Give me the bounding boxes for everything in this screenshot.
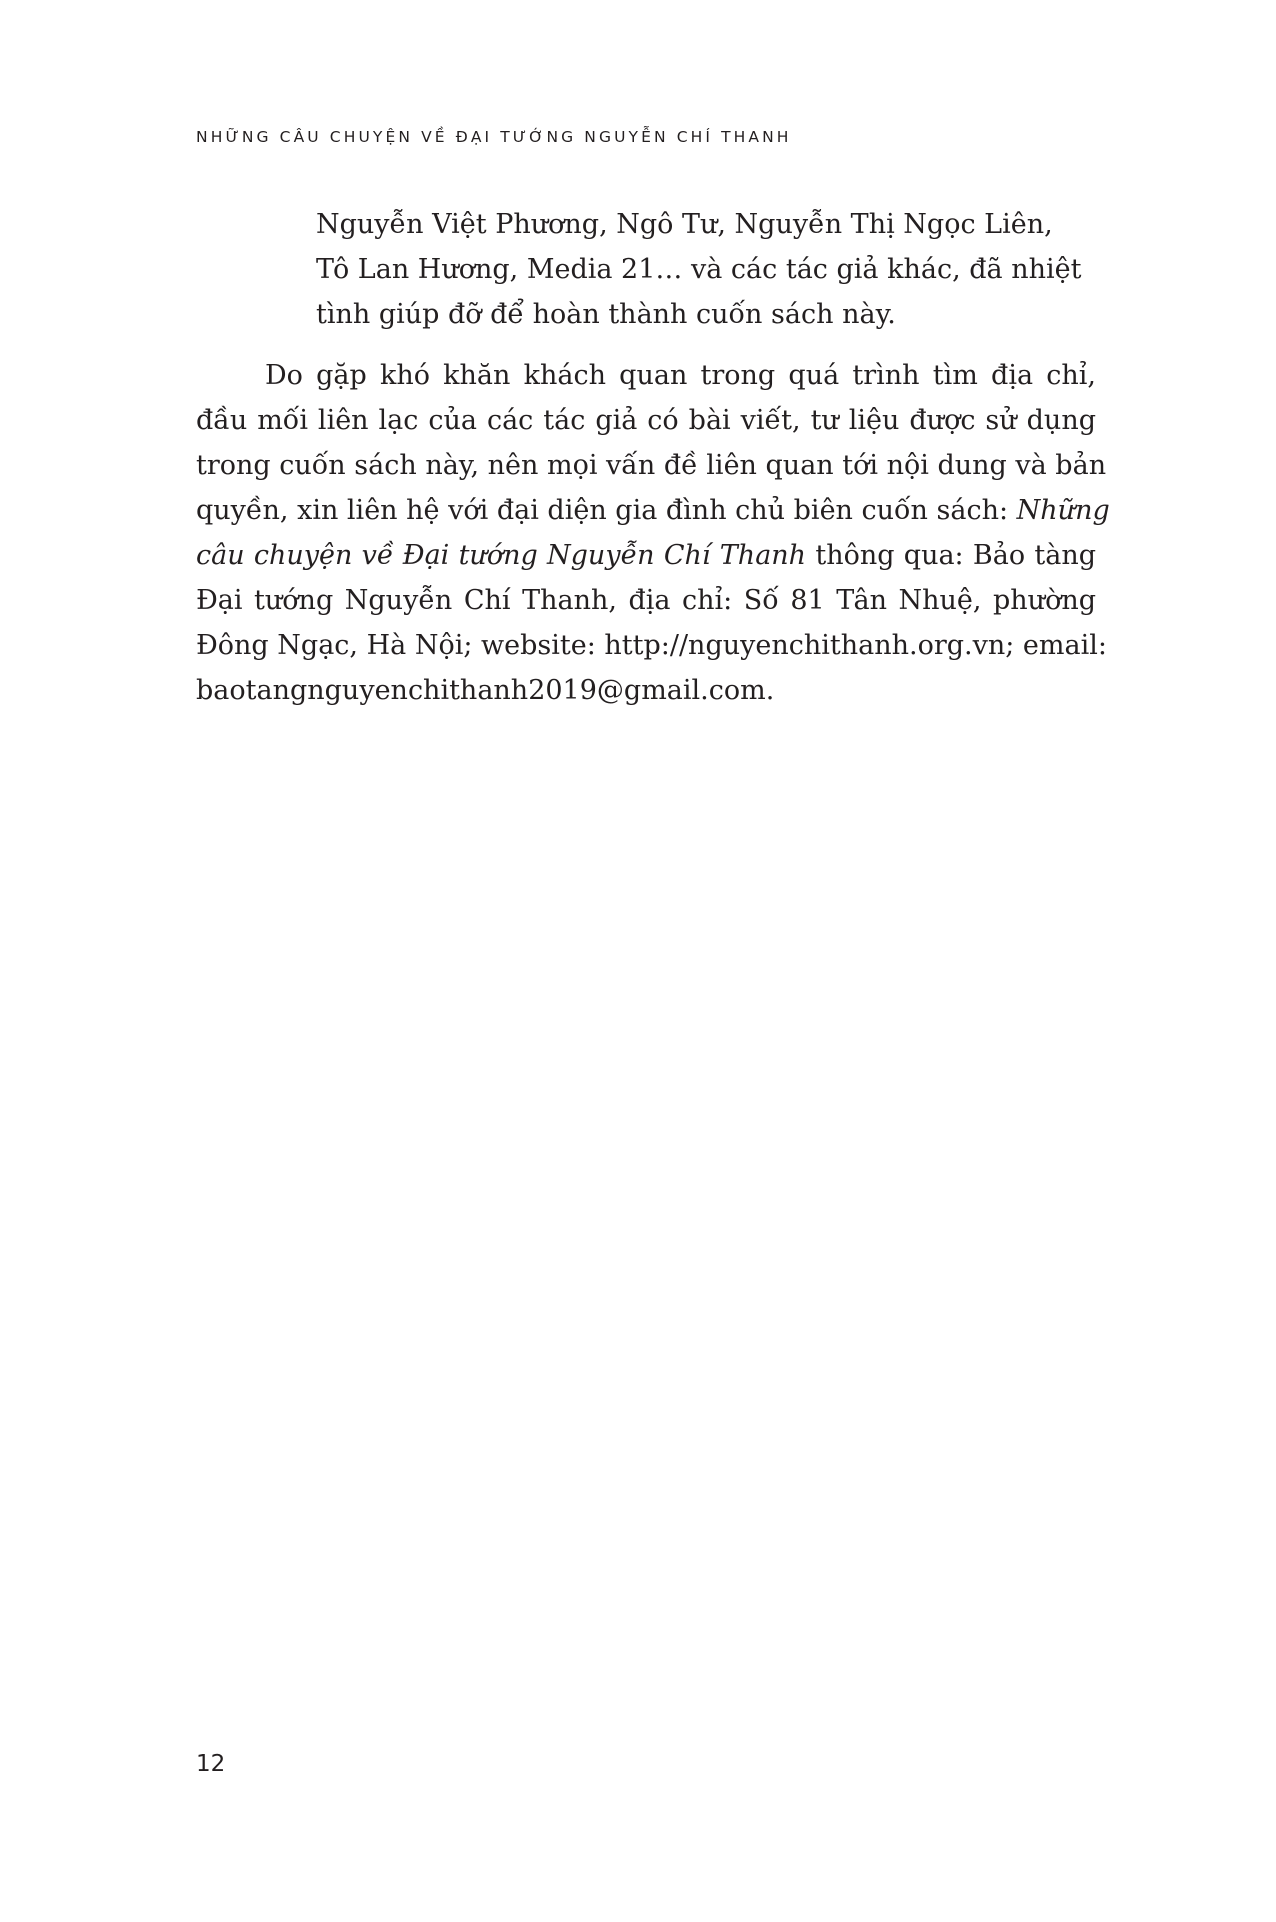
paragraph-text: thông qua: Bảo tàng [806,540,1096,571]
paragraph-line: Đông Ngạc, Hà Nội; website: http://nguyenchithanh.org.vn; email: [196,630,1107,661]
paragraph-line [196,533,1096,578]
book-title-italic: Những [1016,495,1110,526]
paragraph-line: baotangnguyenchithanh2019@gmail.com. [196,675,775,706]
paragraph-line: Do gặp khó khăn khách quan trong quá trình tìm địa chỉ, [265,360,1096,391]
page-number: 12 [196,1751,226,1777]
paragraph-line: trong cuốn sách này, nên mọi vấn đề liên quan tới nội dung và bản [196,450,1107,481]
acknowledgement-block [316,202,1096,337]
acknowledgement-line: tình giúp đỡ để hoàn thành cuốn sách này. [316,299,896,330]
acknowledgement-line: Tô Lan Hương, Media 21… và các tác giả khác, đã nhiệt [316,254,1082,285]
running-header: NHỮNG CÂU CHUYỆN VỀ ĐẠI TƯỚNG NGUYỄN CHÍ THANH [196,128,792,146]
book-title-italic: câu chuyện về Đại tướng Nguyễn Chí Thanh [196,540,807,571]
paragraph-line: đầu mối liên lạc của các tác giả có bài viết, tư liệu được sử dụng [196,405,1096,436]
contact-paragraph [196,353,1110,713]
paragraph-text: quyền, xin liên hệ với đại diện gia đình chủ biên cuốn sách: [196,495,1017,526]
paragraph-line [196,488,1110,533]
acknowledgement-line: Nguyễn Việt Phương, Ngô Tư, Nguyễn Thị Ngọc Liên, [316,209,1053,240]
paragraph-line: Đại tướng Nguyễn Chí Thanh, địa chỉ: Số 81 Tân Nhuệ, phường [196,585,1096,616]
